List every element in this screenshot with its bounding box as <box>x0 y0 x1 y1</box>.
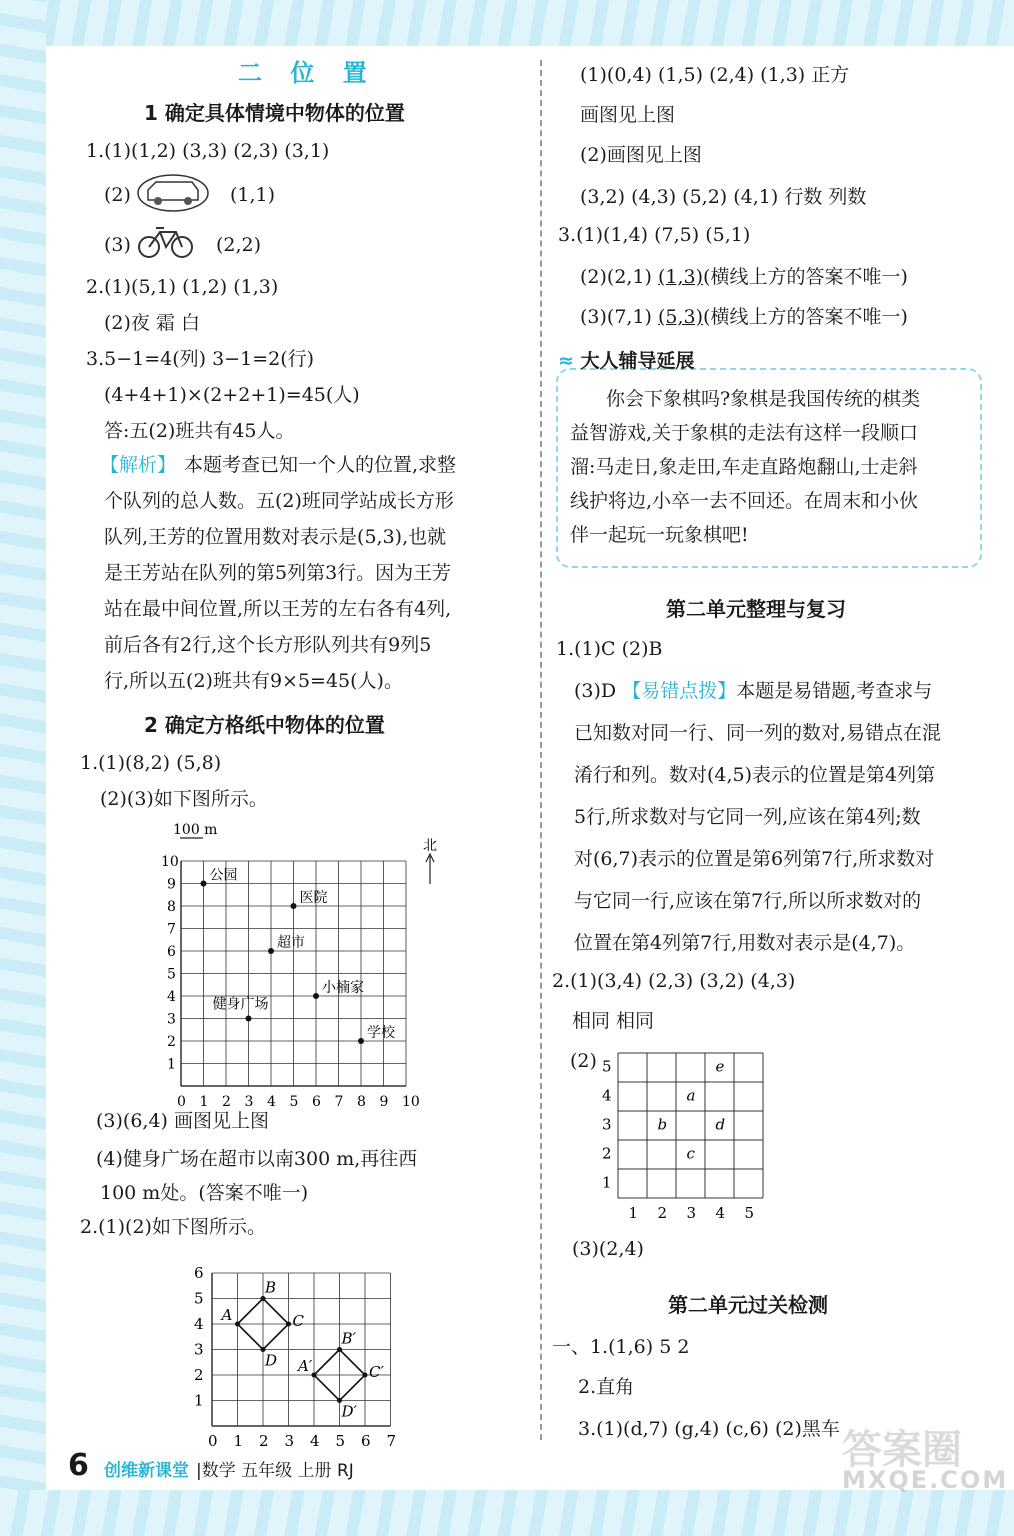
l2-q2-line1: 2.(1)(2)如下图所示。 <box>80 1216 266 1238</box>
place-point <box>268 948 274 954</box>
x-tick-label: 1 <box>233 1432 244 1450</box>
r-line6: (2)(2,1) (1,3)(横线上方的答案不唯一) <box>580 266 908 288</box>
y-tick-label: 2 <box>167 1034 176 1050</box>
book-info: |数学 五年级 上册 RJ <box>196 1461 354 1481</box>
page-number: 6 <box>68 1448 89 1483</box>
x-tick-label: 6 <box>312 1094 321 1110</box>
y-tick-label: 9 <box>167 876 176 893</box>
place-label: 超市 <box>277 935 305 951</box>
tutor-line: 线护将边,小卒一去不回还。在周末和小伙 <box>570 490 919 512</box>
x-tick-label: 1 <box>199 1094 209 1110</box>
review-line: (2) <box>570 1050 597 1072</box>
review-line: 相同 相同 <box>572 1010 655 1032</box>
l1-q2-line2: (2)夜 霜 白 <box>104 312 200 334</box>
y-tick-label: 2 <box>194 1366 204 1384</box>
l1-q1-line3-num: (3) <box>104 234 131 256</box>
review-line: 已知数对同一行、同一列的数对,易错点在混 <box>574 722 942 744</box>
y-tick-label: 5 <box>167 966 176 983</box>
watermark-url: MXQE.COM <box>842 1466 1009 1494</box>
y-tick-label: 3 <box>167 1011 176 1028</box>
letter-grid-figure <box>596 1050 776 1222</box>
y-tick-label: 6 <box>167 944 176 960</box>
vertex-point <box>337 1347 342 1352</box>
x-tick-label: 4 <box>267 1094 276 1110</box>
review-line: (3)(2,4) <box>572 1238 644 1260</box>
review-line: 1.(1)C (2)B <box>556 638 663 660</box>
x-tick-label: 7 <box>386 1432 397 1450</box>
l1-q1-line2-num: (2) <box>104 184 131 206</box>
vertex-label: A′ <box>298 1357 313 1375</box>
x-tick-label: 0 <box>177 1094 186 1110</box>
place-point <box>358 1038 364 1044</box>
review-title: 第二单元整理与复习 <box>666 597 846 621</box>
lesson1-title: 1 确定具体情境中物体的位置 <box>144 101 405 125</box>
x-tick-label: 8 <box>357 1094 366 1110</box>
place-label: 公园 <box>209 867 238 884</box>
x-tick-label: 3 <box>284 1432 295 1450</box>
test-line: 3.(1)(d,7) (g,4) (c,6) (2)黑车 <box>578 1418 840 1440</box>
x-tick-label: 3 <box>244 1094 254 1110</box>
x-tick-label: 7 <box>334 1094 344 1110</box>
l2-q1-line3: (3)(6,4) 画图见上图 <box>96 1110 269 1132</box>
x-tick-label: 5 <box>744 1204 755 1222</box>
vertex-label: C′ <box>369 1363 384 1381</box>
car-icon <box>136 172 210 214</box>
y-tick-label: 6 <box>194 1264 204 1282</box>
l1-q1-line2: (1,1) <box>230 184 276 206</box>
place-label: 健身广场 <box>212 996 269 1013</box>
analysis-line: 个队列的总人数。五(2)班同学站成长方形 <box>104 490 454 512</box>
analysis-line: 队列,王芳的位置用数对表示是(5,3),也就 <box>104 526 447 548</box>
x-tick-label: 5 <box>289 1094 299 1110</box>
column-divider <box>540 60 542 1440</box>
vertex-label: B <box>265 1278 277 1297</box>
y-tick-label: 8 <box>167 899 176 915</box>
y-tick-label: 2 <box>602 1144 612 1163</box>
place-point <box>201 881 207 887</box>
review-line: 对(6,7)表示的位置是第6列第7行,所求数对 <box>574 848 935 870</box>
review-line: 淆行和列。数对(4,5)表示的位置是第4列第 <box>574 764 936 786</box>
cell-letter: d <box>715 1115 726 1134</box>
vertex-label: B′ <box>341 1329 356 1348</box>
x-tick-label: 2 <box>222 1094 231 1110</box>
review-line: (3)D 【易错点拨】本题是易错题,考查求与 <box>574 680 933 702</box>
tutor-line: 益智游戏,关于象棋的走法有这样一段顺口 <box>570 422 919 444</box>
x-tick-label: 1 <box>628 1204 639 1222</box>
y-tick-label: 3 <box>602 1115 612 1134</box>
watermark-logo: 答案圈 <box>842 1427 962 1473</box>
l2-q1-line5: 100 m处。(答案不唯一) <box>100 1182 309 1204</box>
cell-letter: e <box>715 1057 725 1076</box>
y-tick-label: 10 <box>161 854 179 870</box>
x-tick-label: 4 <box>310 1432 320 1450</box>
north-label: 北 <box>423 838 437 854</box>
l1-q3-line2: (4+4+1)×(2+2+1)=45(人) <box>104 384 360 406</box>
y-tick-label: 1 <box>167 1056 176 1073</box>
y-tick-label: 5 <box>602 1057 612 1076</box>
vertex-point <box>363 1373 368 1378</box>
x-tick-label: 2 <box>259 1432 269 1450</box>
tutor-box-title: ≈ 大人辅导延展 <box>558 350 695 372</box>
l1-q3-line1: 3.5−1=4(列) 3−1=2(行) <box>86 348 315 370</box>
test-title: 第二单元过关检测 <box>668 1293 828 1317</box>
cell-letter: b <box>657 1115 668 1134</box>
l2-q1-line2: (2)(3)如下图所示。 <box>100 788 268 810</box>
l1-q1-line1: 1.(1)(1,2) (3,3) (2,3) (3,1) <box>86 140 330 162</box>
y-tick-label: 7 <box>167 921 176 938</box>
bicycle-icon <box>136 222 196 262</box>
cell-letter: c <box>686 1144 695 1163</box>
r-line1: (1)(0,4) (1,5) (2,4) (1,3) 正方 <box>580 64 850 86</box>
r-line2: 画图见上图 <box>580 104 676 126</box>
test-line: 一、1.(1,6) 5 2 <box>552 1336 690 1358</box>
analysis-line: 前后各有2行,这个长方形队列共有9列5 <box>104 634 432 656</box>
r-line5: 3.(1)(1,4) (7,5) (5,1) <box>558 224 751 246</box>
tutor-line: 溜:马走日,象走田,车走直路炮翻山,士走斜 <box>570 456 918 478</box>
y-tick-label: 5 <box>194 1289 204 1308</box>
analysis-line: 本题考查已知一个人的位置,求整 <box>184 454 457 476</box>
l1-q1-line3: (2,2) <box>216 234 262 256</box>
vertex-point <box>235 1322 240 1327</box>
l1-q2-line1: 2.(1)(5,1) (1,2) (1,3) <box>86 276 279 298</box>
square-grid-figure <box>186 1248 406 1450</box>
page-border-top <box>0 0 1014 46</box>
x-tick-label: 3 <box>686 1204 697 1222</box>
review-line: 与它同一行,应该在第7行,所以所求数对的 <box>574 890 922 912</box>
place-label: 医院 <box>299 890 328 906</box>
vertex-label: D′ <box>341 1402 357 1421</box>
vertex-point <box>312 1373 317 1378</box>
analysis-tag: 【解析】 <box>100 454 177 476</box>
l2-q1-line1: 1.(1)(8,2) (5,8) <box>80 752 222 774</box>
tutor-line: 伴一起玩一玩象棋吧! <box>570 524 749 546</box>
x-tick-label: 5 <box>335 1432 346 1450</box>
test-line: 2.直角 <box>578 1376 635 1398</box>
page-border-bottom <box>0 1490 1014 1536</box>
l1-q3-line3: 答:五(2)班共有45人。 <box>104 420 295 442</box>
place-point <box>291 903 297 909</box>
brand-name: 创维新课堂 <box>104 1461 189 1481</box>
review-line: 位置在第4列第7行,用数对表示是(4,7)。 <box>574 932 916 954</box>
map-scale-label: 100 m <box>173 822 218 838</box>
x-tick-label: 10 <box>402 1094 420 1110</box>
wave-icon: ≈ <box>558 350 581 372</box>
place-point <box>246 1016 252 1022</box>
lesson2-title: 2 确定方格纸中物体的位置 <box>144 713 385 737</box>
y-tick-label: 4 <box>602 1086 612 1105</box>
cell-letter: a <box>686 1086 696 1105</box>
tutor-line: 你会下象棋吗?象棋是我国传统的棋类 <box>606 388 921 410</box>
r-line4: (3,2) (4,3) (5,2) (4,1) 行数 列数 <box>580 186 867 208</box>
place-label: 小楠家 <box>322 980 364 996</box>
x-tick-label: 6 <box>361 1432 371 1450</box>
y-tick-label: 4 <box>194 1315 204 1333</box>
x-tick-label: 9 <box>379 1094 389 1110</box>
y-tick-label: 1 <box>602 1173 612 1192</box>
x-tick-label: 4 <box>715 1204 726 1222</box>
map-grid-figure <box>155 818 455 1110</box>
y-tick-label: 1 <box>194 1391 204 1410</box>
review-line: 2.(1)(3,4) (2,3) (3,2) (4,3) <box>552 970 796 992</box>
review-line: 5行,所求数对与它同一列,应该在第4列;数 <box>574 806 921 828</box>
x-tick-label: 0 <box>208 1432 218 1450</box>
l2-q1-line4: (4)健身广场在超市以南300 m,再往西 <box>96 1148 418 1170</box>
r-line7: (3)(7,1) (5,3)(横线上方的答案不唯一) <box>580 306 908 328</box>
page-border-left <box>0 0 46 1536</box>
place-point <box>313 993 319 999</box>
vertex-label: C <box>292 1312 304 1330</box>
y-tick-label: 4 <box>167 989 176 1005</box>
r-line3: (2)画图见上图 <box>580 144 702 166</box>
vertex-label: A <box>221 1306 233 1324</box>
x-tick-label: 2 <box>657 1204 668 1222</box>
y-tick-label: 3 <box>194 1340 204 1359</box>
place-label: 学校 <box>367 1025 395 1041</box>
analysis-line: 站在最中间位置,所以王芳的左右各有4列, <box>104 598 452 620</box>
vertex-point <box>286 1322 291 1327</box>
section-title: 二 位 置 <box>238 59 377 87</box>
vertex-point <box>261 1296 266 1301</box>
analysis-line: 行,所以五(2)班共有9×5=45(人)。 <box>104 670 403 692</box>
vertex-label: D <box>265 1351 278 1370</box>
analysis-line: 是王芳站在队列的第5列第3行。因为王芳 <box>104 562 452 584</box>
